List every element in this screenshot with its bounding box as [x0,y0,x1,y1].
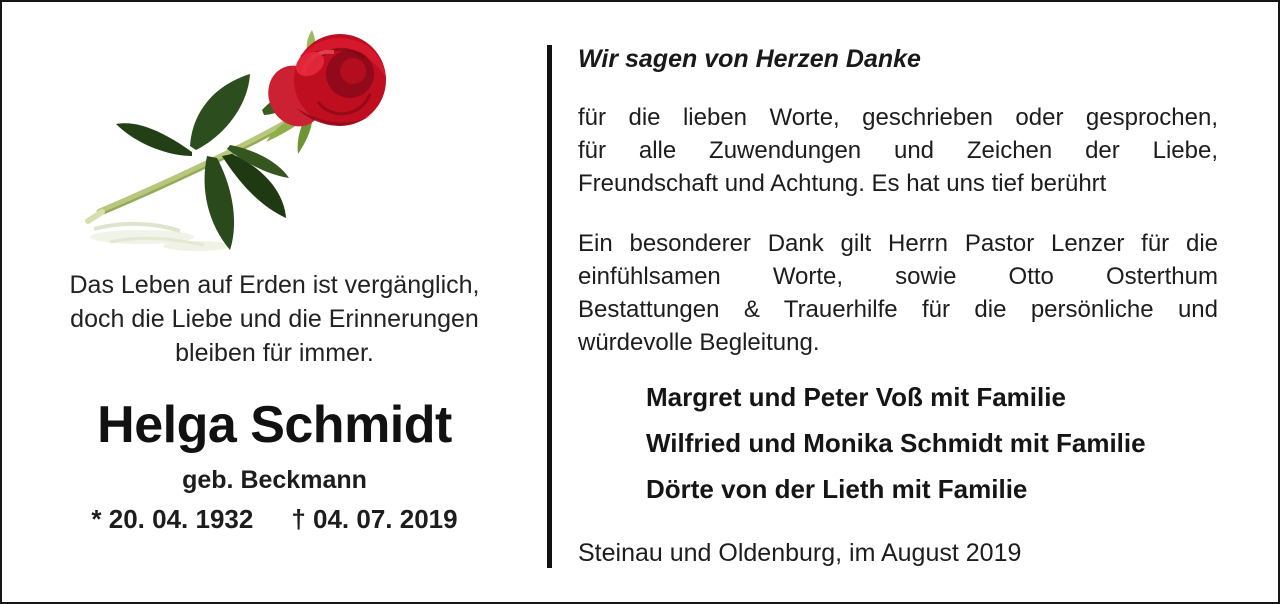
thanks-heading: Wir sagen von Herzen Danke [578,45,921,73]
paragraph-line: Freundschaft und Achtung. Es hat uns tief berührt [578,170,1107,197]
mourner-line: Dörte von der Lieth mit Familie [646,474,1028,504]
maiden-name: geb. Beckmann [182,466,367,494]
death-date: † 04. 07. 2019 [291,504,458,534]
life-dates [2,503,547,535]
deceased-name: Helga Schmidt [97,396,452,454]
mourner-line: Wilfried und Monika Schmidt mit Familie [646,428,1146,458]
paragraph-line: für alle Zuwendungen und Zeichen der Liebe, [578,137,1218,164]
mourners-list [578,374,1218,512]
mourner-line: Margret und Peter Voß mit Familie [646,382,1066,412]
left-column [2,2,547,602]
paragraph-line: würdevolle Begleitung. [578,329,820,356]
birth-date: * 20. 04. 1932 [91,504,254,534]
thanks-paragraph-2 [578,227,1218,359]
quote-line: doch die Liebe und die Erinnerungen [70,305,479,333]
paragraph-line: Ein besonderer Dank gilt Herrn Pastor Lenzer für die [578,230,1218,257]
quote-line: Das Leben auf Erden ist vergänglich, [69,271,480,299]
memorial-quote [2,268,547,370]
paragraph-line: einfühlsamen Worte, sowie Otto Osterthum [578,263,1218,290]
paragraph-line: für die lieben Worte, geschrieben oder gesprochen, [578,104,1218,131]
paragraph-line: Bestattungen & Trauerhilfe für die persönliche und [578,296,1218,323]
rose-photo [72,14,477,262]
quote-line: bleiben für immer. [175,339,374,367]
rose-icon [72,14,477,262]
thanks-paragraph-1 [578,101,1218,200]
closing-line: Steinau und Oldenburg, im August 2019 [578,539,1022,567]
right-column [552,2,1278,602]
